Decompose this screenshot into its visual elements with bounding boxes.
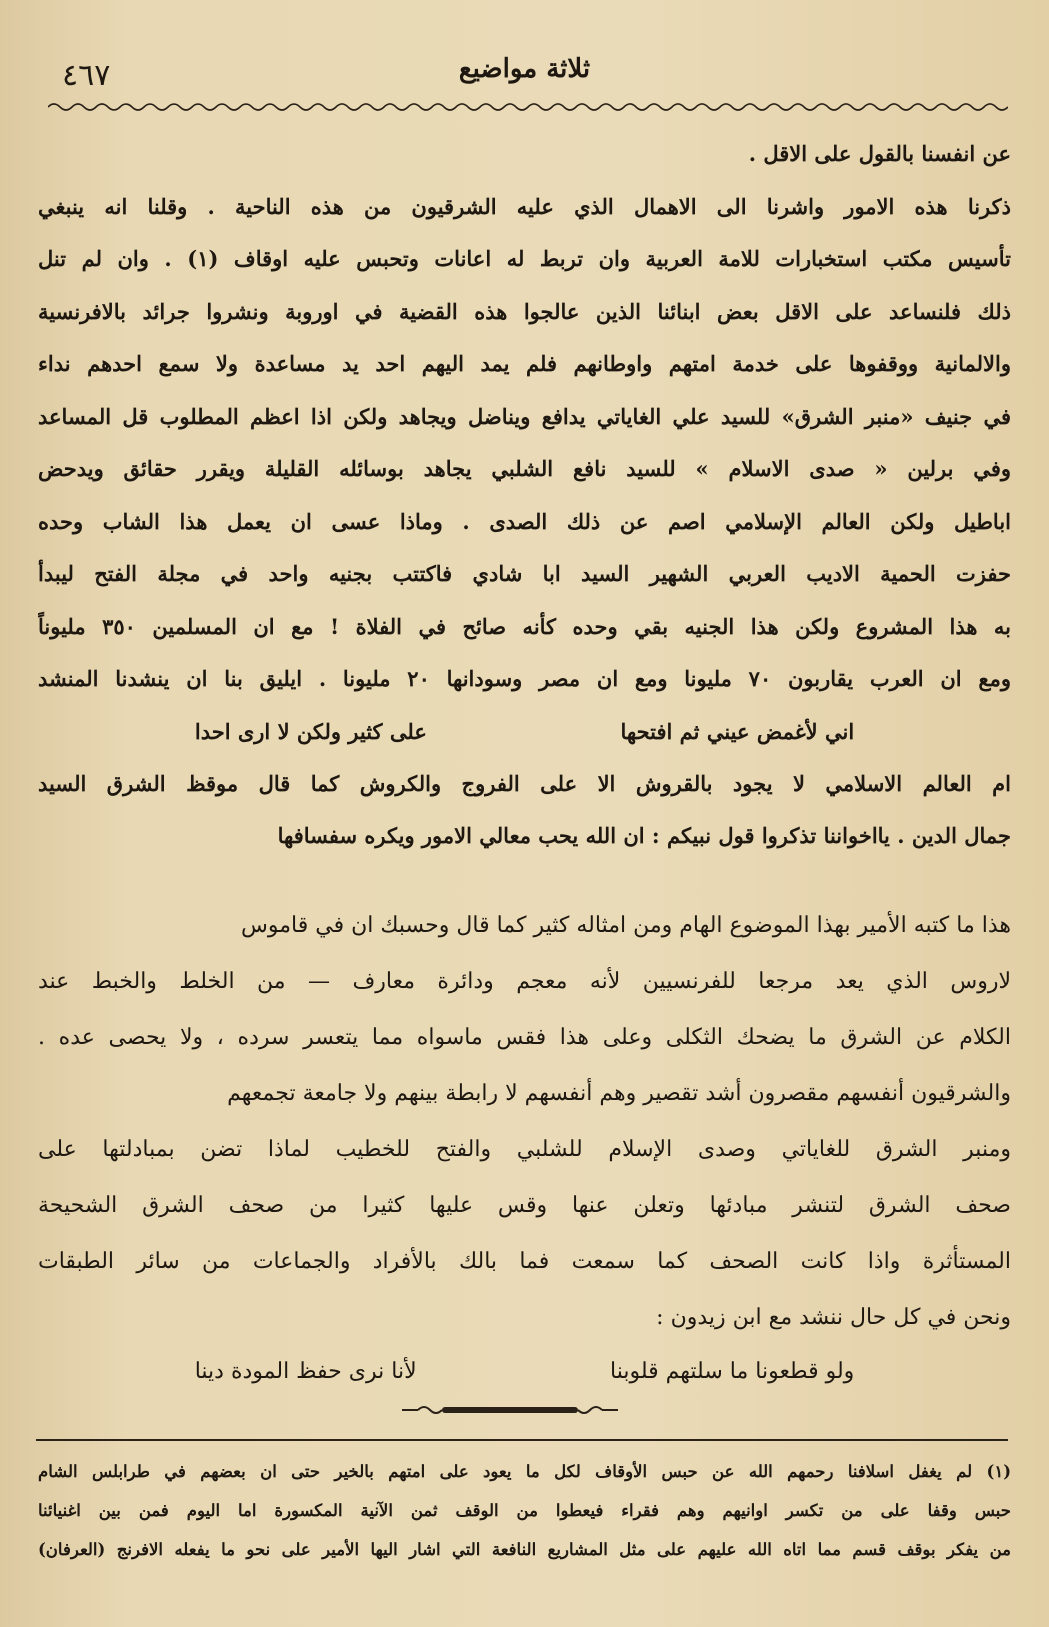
text-line: تأسيس مكتب استخبارات للامة العربية وان تربط له اعانات وتحبس عليه اوقاف (١) . وان لم تنل (38, 246, 1011, 271)
text-line: ومع ان العرب يقاربون ٧٠ مليونا ومع ان مصر وسودانها ٢٠ مليونا . ايليق بنا ان ينشدنا المنشد (38, 666, 1011, 691)
verse-hemistich-right: ولو قطعونا ما سلتهم قلوبنا (610, 1358, 855, 1384)
text-line: ونحن في كل حال ننشد مع ابن زيدون : (656, 1304, 1011, 1330)
verse-hemistich-left: على كثير ولكن لا ارى احدا (194, 718, 427, 744)
footnote (38, 1452, 1011, 1569)
text-line: اباطيل ولكن العالم الإسلامي اصم عن ذلك الصدى . وماذا عسى ان يعمل هذا الشاب وحده (38, 508, 1011, 534)
text-line: جمال الدين . يااخواننا تذكروا قول نبيكم : ان الله يحب معالي الامور ويكره سفسافها (277, 823, 1011, 848)
text-line: والالمانية ووقفوها على خدمة امتهم واوطانهم فلم يمد اليهم احد يد مساعدة ولا سمع احدهم نداء (38, 351, 1011, 376)
text-line: الكلام عن الشرق ما يضحك الثكلى وعلى هذا فقس ماسواه مما يتعسر سرده ، ولا يحصى عده . (38, 1024, 1011, 1050)
text-line: والشرقيون أنفسهم مقصرون أشد تقصير وهم أنفسهم لا رابطة بينهم ولا جامعة تجمعهم (227, 1080, 1011, 1106)
text-line: به هذا المشروع ولكن هذا الجنيه بقي وحده كأنه صائح في الفلاة ! مع ان المسلمين ٣٥٠ مليوناً (38, 613, 1011, 639)
text-line: وفي برلين « صدى الاسلام » للسيد نافع الشلبي يجاهد بوسائله القليلة ويقرر حقائق ويدحض (38, 456, 1011, 481)
running-title: ثلاثة مواضيع (458, 54, 591, 84)
text-line: هذا ما كتبه الأمير بهذا الموضوع الهام ومن امثاله كثير كما قال وحسبك ان في قاموس (241, 912, 1011, 938)
text-line: المستأثرة واذا كانت الصحف كما سمعت فما بالك بالأفراد والجماعات من سائر الطبقات (38, 1248, 1011, 1274)
text-line: لاروس الذي يعد مرجعا للفرنسيين لأنه معجم ودائرة معارف — من الخلط والخبط عند (38, 968, 1011, 994)
verse-hemistich-left: لأنا نرى حفظ المودة دينا (194, 1358, 417, 1384)
paragraph-gap (38, 863, 1011, 898)
footnote-line: حبس وقفا على من تكسر اوانيهم وهم فقراء فيعطوا من الوقف ثمن الآنية المكسورة اما اليوم فمن بين اغنيائنا (38, 1501, 1011, 1520)
text-line: ومنبر الشرق للغاياتي وصدى الإسلام للشلبي والفتح للخطيب لماذا تضن بمبادلتها على (38, 1136, 1011, 1162)
text-line: عن انفسنا بالقول على الاقل . (748, 141, 1011, 166)
main-text (38, 128, 1011, 1398)
verse-hemistich-right: اني لأغمض عيني ثم افتحها (620, 718, 855, 744)
header-wavy-rule (48, 100, 1008, 114)
page-number: ٤٦٧ (62, 58, 111, 93)
verse (38, 706, 1011, 758)
footnote-line: من يفكر بوقف قسم مما اتاه الله عليهم على مثل المشاريع النافعة التي اشار اليها الأمير على نحو ما يفعله الافرنج (العرفان) (38, 1540, 1011, 1559)
section-ornament (400, 1402, 620, 1418)
verse (38, 1346, 1011, 1398)
text-line: ام العالم الاسلامي لا يجود بالقروش الا على الفروج والكروش كما قال موقظ الشرق السيد (38, 770, 1011, 796)
text-line: ذلك فلنساعد على الاقل بعض ابنائنا الذين عالجوا هذه القضية في اوروبة ونشروا جرائد بالافرنسية (38, 298, 1011, 324)
text-line: صحف الشرق لتنشر مبادئها وتعلن عنها وقس عليها كثيرا من صحف الشرق الشحيحة (38, 1192, 1011, 1218)
text-line: في جنيف «منبر الشرق» للسيد علي الغاياتي يدافع ويناضل ويجاهد ولكن اذا اعظم المطلوب قل المساعد (38, 403, 1011, 429)
text-line: ذكرنا هذه الامور واشرنا الى الاهمال الذي عليه الشرقيون من هذه الناحية . وقلنا انه ينبغي (38, 193, 1011, 219)
text-line: حفزت الحمية الاديب العربي الشهير السيد ابا شادي فاكتتب بجنيه واحد في مجلة الفتح ليبدأ (38, 561, 1011, 586)
footnote-line: (١) لم يغفل اسلافنا رحمهم الله عن حبس الأوقاف لكل ما يعود على امتهم بالخير حتى ان بعضهم في طرابلس الشام (38, 1462, 1011, 1481)
footnote-rule (36, 1439, 1008, 1441)
page-header (40, 48, 1009, 98)
